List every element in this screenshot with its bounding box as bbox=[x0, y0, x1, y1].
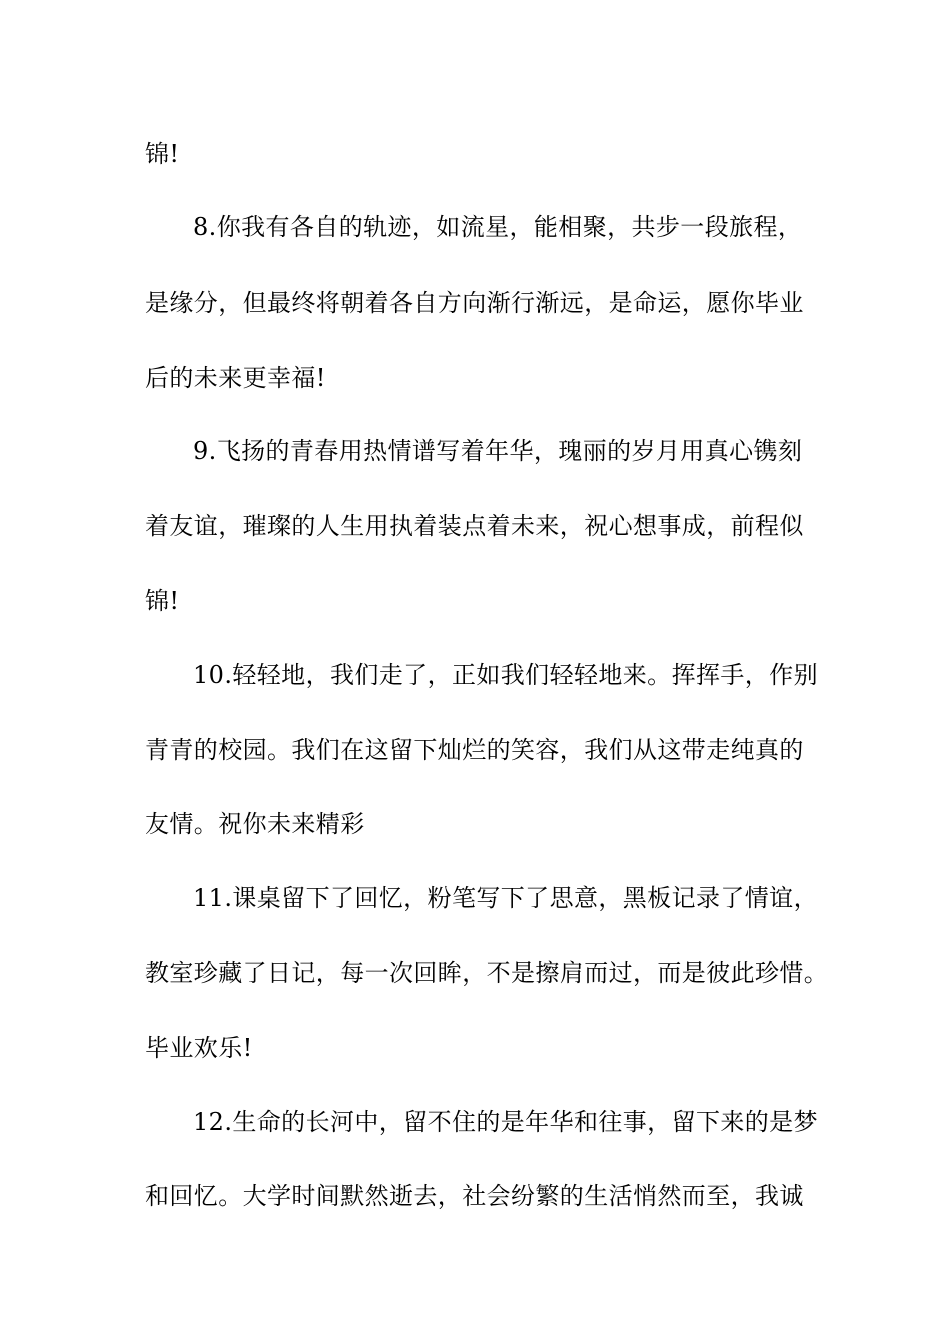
paragraph-8-line-1: 8.你我有各自的轨迹，如流星，能相聚，共步一段旅程， bbox=[193, 213, 803, 241]
text-line: 青青的校园。我们在这留下灿烂的笑容，我们从这带走纯真的 bbox=[145, 736, 804, 764]
paragraph-11-line-1: 11.课桌留下了回忆，粉笔写下了思意，黑板记录了情谊， bbox=[193, 884, 818, 912]
text-line: 教室珍藏了日记，每一次回眸，不是擦肩而过，而是彼此珍惜。 bbox=[145, 959, 829, 987]
paragraph-9-line-1: 9.飞扬的青春用热情谱写着年华，瑰丽的岁月用真心镌刻 bbox=[193, 437, 803, 465]
text-line: 友情。祝你未来精彩 bbox=[145, 810, 365, 838]
text-line: 毕业欢乐! bbox=[145, 1034, 253, 1062]
text-line: 锦! bbox=[145, 140, 180, 168]
text-line: 后的未来更幸福! bbox=[145, 364, 326, 392]
paragraph-10-line-1: 10.轻轻地，我们走了，正如我们轻轻地来。挥挥手，作别 bbox=[193, 661, 818, 689]
text-line: 是缘分，但最终将朝着各自方向渐行渐远，是命运，愿你毕业 bbox=[145, 289, 804, 317]
text-line: 锦! bbox=[145, 587, 180, 615]
paragraph-12-line-1: 12.生命的长河中，留不住的是年华和往事，留下来的是梦 bbox=[193, 1108, 818, 1136]
text-line: 和回忆。大学时间默然逝去，社会纷繁的生活悄然而至，我诚 bbox=[145, 1182, 804, 1210]
text-line: 着友谊，璀璨的人生用执着装点着未来，祝心想事成，前程似 bbox=[145, 512, 804, 540]
